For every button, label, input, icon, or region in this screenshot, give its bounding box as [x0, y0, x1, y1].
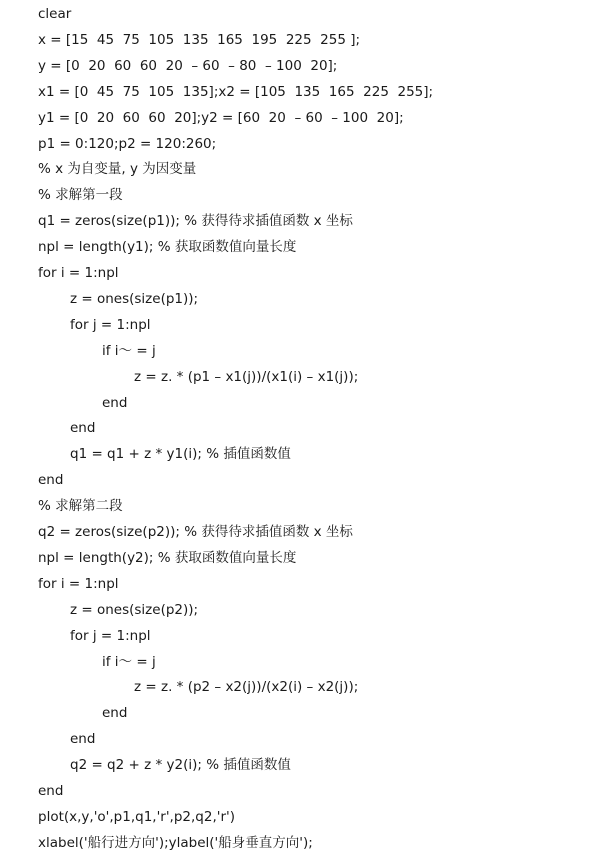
code-line: p1 = 0:120;p2 = 120:260;: [38, 135, 217, 152]
code-line: if i～ = j: [102, 653, 156, 670]
code-line: % 求解第二段: [38, 498, 123, 515]
code-line: npl = length(y1); % 获取函数值向量长度: [38, 239, 297, 256]
code-line: z = ones(size(p2));: [70, 601, 199, 618]
code-line: for i = 1:npl: [38, 575, 119, 592]
code-line: q2 = zeros(size(p2)); % 获得待求插值函数 x 坐标: [38, 524, 353, 540]
code-line: q2 = q2 + z * y2(i); % 插值函数值: [70, 757, 291, 774]
code-line: end: [70, 420, 96, 437]
code-line: end: [38, 783, 64, 799]
code-line: for j = 1:npl: [70, 316, 151, 333]
code-line: for j = 1:npl: [70, 627, 151, 644]
code-line: % 求解第一段: [38, 187, 123, 204]
code-line: xlabel('船行进方向');ylabel('船身垂直方向');: [38, 834, 313, 851]
code-line: end: [38, 472, 64, 489]
code-line: plot(x,y,'o',p1,q1,'r',p2,q2,'r'): [38, 808, 235, 825]
code-line: q1 = zeros(size(p1)); % 获得待求插值函数 x 坐标: [38, 213, 353, 230]
code-line: end: [102, 394, 128, 411]
code-line: if i～ = j: [102, 342, 156, 359]
code-line: y1 = [0 20 60 60 20];y2 = [60 20 – 60 – 100 20];: [38, 109, 404, 126]
code-line: x = [15 45 75 105 135 165 195 225 255 ];: [38, 31, 361, 48]
code-line: end: [102, 705, 128, 722]
code-line: z = z. * (p2 – x2(j))/(x2(i) – x2(j));: [134, 679, 359, 696]
code-line: clear: [38, 6, 72, 22]
code-line: q1 = q1 + z * y1(i); % 插值函数值: [70, 446, 291, 463]
code-line: z = ones(size(p1));: [70, 290, 199, 307]
code-line: y = [0 20 60 60 20 – 60 – 80 – 100 20];: [38, 57, 338, 74]
code-line: z = z. * (p1 – x1(j))/(x1(i) – x1(j));: [134, 368, 359, 385]
code-line: npl = length(y2); % 获取函数值向量长度: [38, 549, 297, 566]
code-line: for i = 1:npl: [38, 265, 119, 281]
code-line: % x 为自变量, y 为因变量: [38, 161, 197, 178]
code-line: end: [70, 731, 96, 748]
code-line: x1 = [0 45 75 105 135];x2 = [105 135 165 225 255];: [38, 83, 434, 100]
